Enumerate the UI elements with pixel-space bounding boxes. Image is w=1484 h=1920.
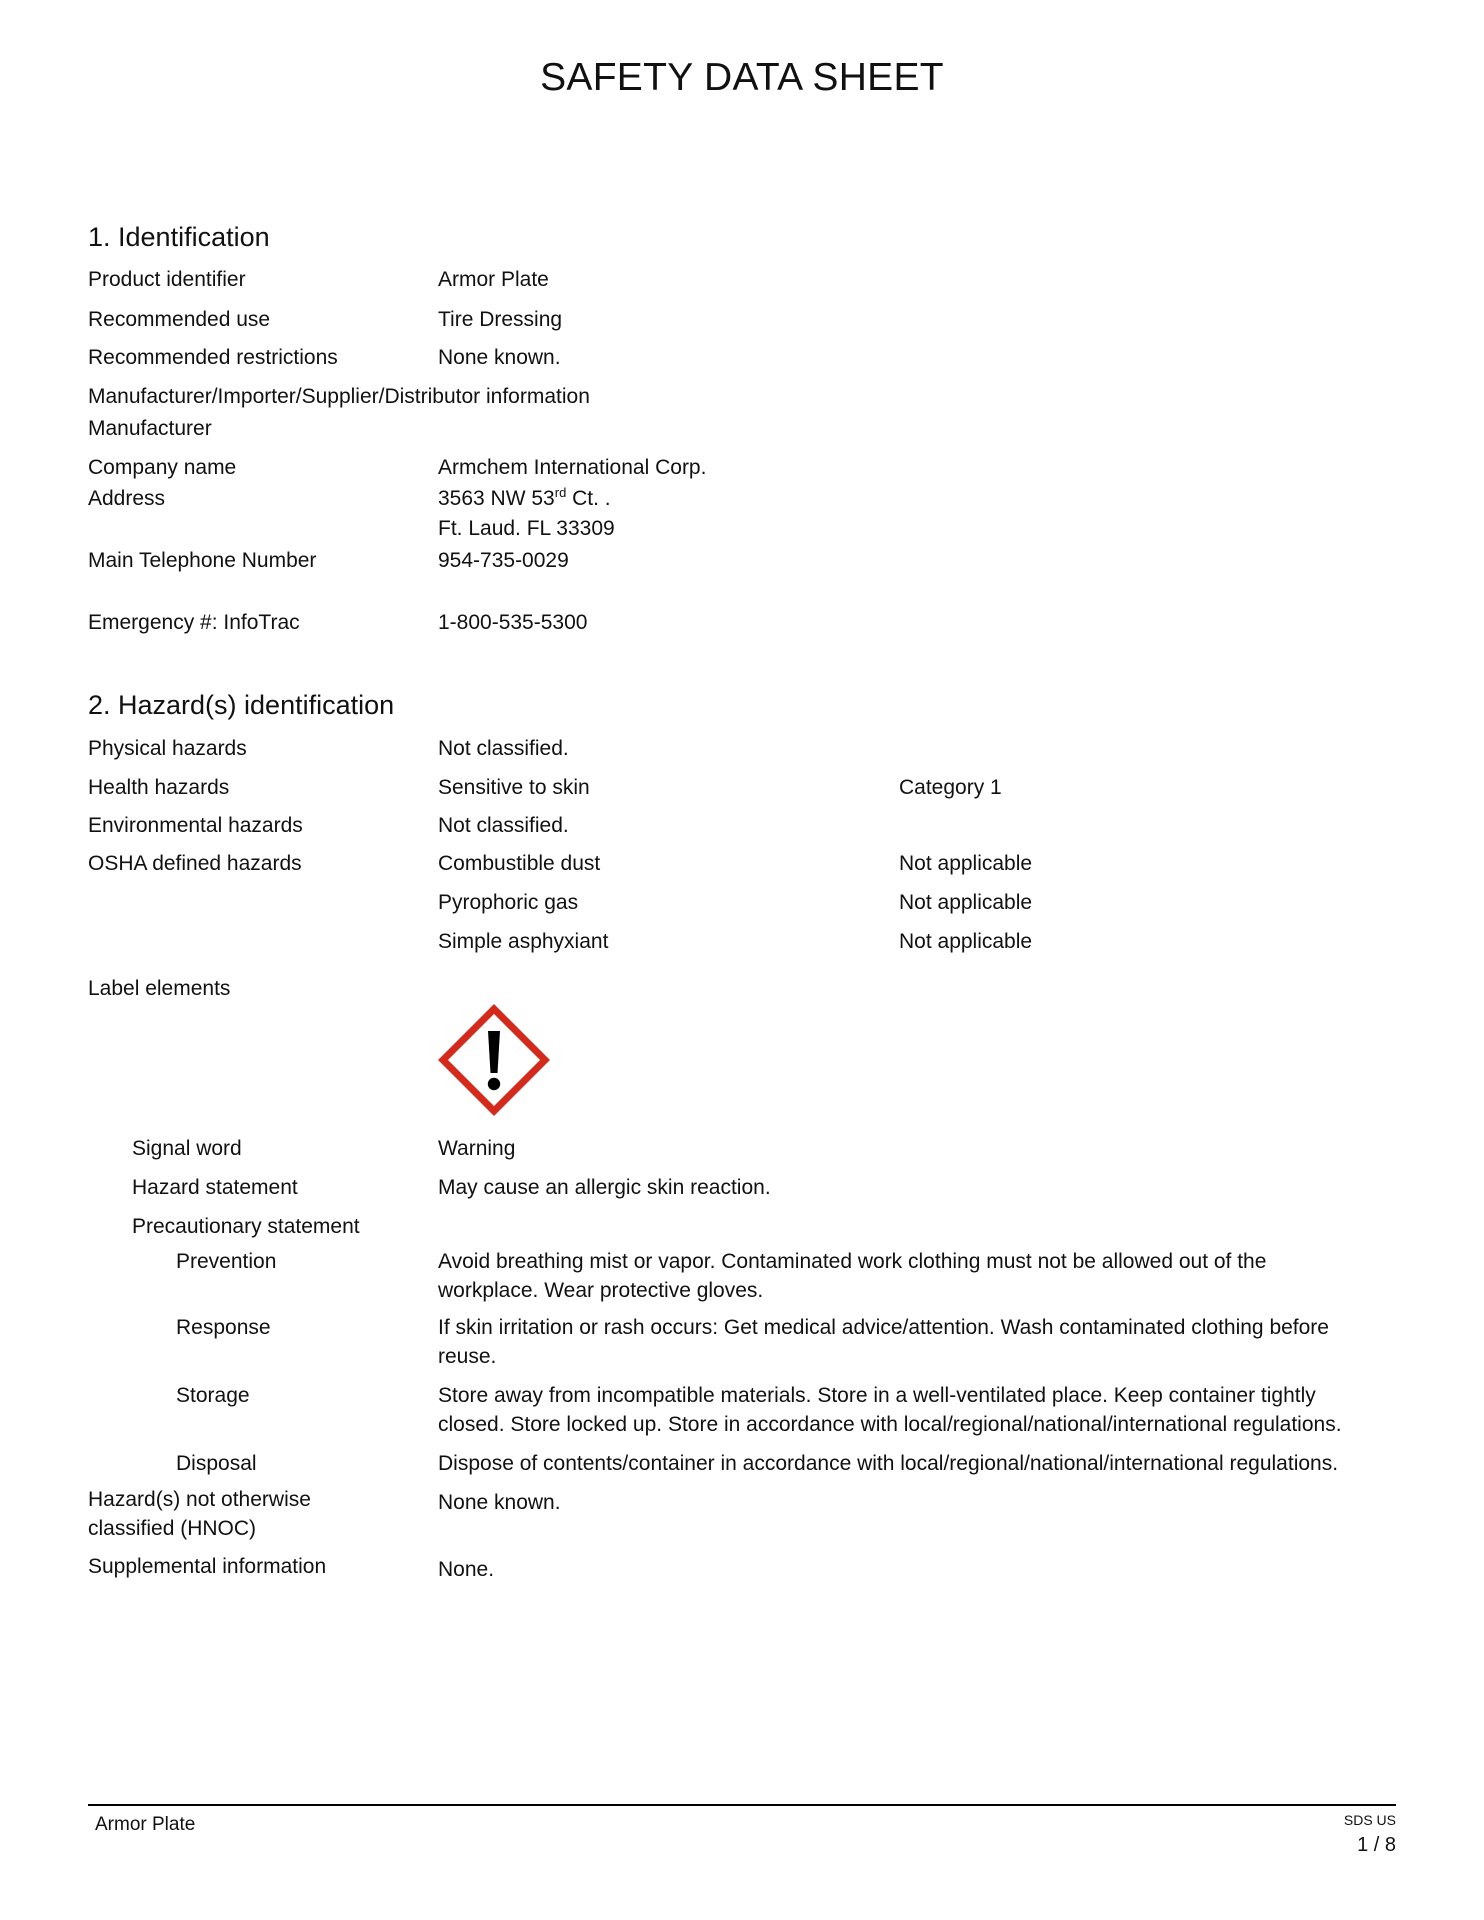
manufacturer-info-heading: Manufacturer/Importer/Supplier/Distributor information (88, 385, 590, 408)
prevention-text-line: Avoid breathing mist or vapor. Contaminated work clothing must not be allowed out of the (438, 1250, 1267, 1273)
hazard-statement-value: May cause an allergic skin reaction. (438, 1176, 771, 1199)
health-hazards-label: Health hazards (88, 776, 230, 799)
emergency-value: 1-800-535-5300 (438, 611, 588, 634)
recommended-use-value: Tire Dressing (438, 308, 563, 331)
main-telephone-value: 954-735-0029 (438, 549, 569, 572)
exclamation-mark-pictogram-icon (438, 1004, 550, 1116)
prevention-label: Prevention (176, 1250, 277, 1273)
prevention-text-line: workplace. Wear protective gloves. (438, 1279, 764, 1302)
company-name-label: Company name (88, 456, 237, 479)
address-line-2: Ft. Laud. FL 33309 (438, 517, 615, 540)
health-hazards-value: Sensitive to skin (438, 776, 590, 799)
signal-word-label: Signal word (132, 1137, 242, 1160)
storage-text-line: closed. Store locked up. Store in accordance with local/regional/national/international regulations. (438, 1413, 1342, 1436)
hnoc-label-line: classified (HNOC) (88, 1517, 257, 1540)
environmental-hazards-value: Not classified. (438, 814, 569, 837)
section-1-title: 1. Identification (88, 222, 270, 252)
signal-word-value: Warning (438, 1137, 516, 1160)
label-elements-label: Label elements (88, 977, 231, 1000)
footer-page-number: 1 / 8 (1357, 1834, 1396, 1856)
section-2-title: 2. Hazard(s) identification (88, 690, 395, 720)
storage-label: Storage (176, 1384, 250, 1407)
product-identifier-value: Armor Plate (438, 268, 549, 291)
document-title: SAFETY DATA SHEET (540, 56, 944, 99)
footer-divider (88, 1804, 1396, 1806)
response-text-line: If skin irritation or rash occurs: Get medical advice/attention. Wash contaminated clothing before (438, 1316, 1329, 1339)
disposal-label: Disposal (176, 1452, 257, 1475)
response-text-line: reuse. (438, 1345, 497, 1368)
osha-hazard-name: Simple asphyxiant (438, 930, 609, 953)
recommended-restrictions-value: None known. (438, 346, 561, 369)
physical-hazards-label: Physical hazards (88, 737, 247, 760)
recommended-restrictions-label: Recommended restrictions (88, 346, 338, 369)
supplemental-info-label: Supplemental information (88, 1555, 327, 1578)
company-name-value: Armchem International Corp. (438, 456, 707, 479)
osha-hazard-status: Not applicable (899, 891, 1033, 914)
health-hazards-category: Category 1 (899, 776, 1002, 799)
manufacturer-heading: Manufacturer (88, 417, 212, 440)
address-line-1: 3563 NW 53rd Ct. . (438, 485, 611, 510)
footer-product-name: Armor Plate (95, 1814, 196, 1835)
hazard-statement-label: Hazard statement (132, 1176, 298, 1199)
emergency-label: Emergency #: InfoTrac (88, 611, 300, 634)
footer-sds-tag: SDS US (1343, 1812, 1396, 1828)
environmental-hazards-label: Environmental hazards (88, 814, 303, 837)
physical-hazards-value: Not classified. (438, 737, 569, 760)
recommended-use-label: Recommended use (88, 308, 271, 331)
storage-text-line: Store away from incompatible materials. Store in a well-ventilated place. Keep container tightly (438, 1384, 1316, 1407)
hnoc-label-line: Hazard(s) not otherwise (88, 1488, 311, 1511)
osha-hazard-status: Not applicable (899, 852, 1033, 875)
supplemental-info-value: None. (438, 1558, 495, 1581)
disposal-text: Dispose of contents/container in accordance with local/regional/national/international regulations. (438, 1452, 1339, 1475)
osha-hazard-name: Pyrophoric gas (438, 891, 579, 914)
osha-hazard-name: Combustible dust (438, 852, 601, 875)
product-identifier-label: Product identifier (88, 268, 246, 291)
address-label: Address (88, 487, 166, 510)
osha-hazards-label: OSHA defined hazards (88, 852, 302, 875)
response-label: Response (176, 1316, 271, 1339)
precautionary-statement-label: Precautionary statement (132, 1215, 360, 1238)
main-telephone-label: Main Telephone Number (88, 549, 317, 572)
osha-hazard-status: Not applicable (899, 930, 1033, 953)
hnoc-value: None known. (438, 1491, 561, 1514)
